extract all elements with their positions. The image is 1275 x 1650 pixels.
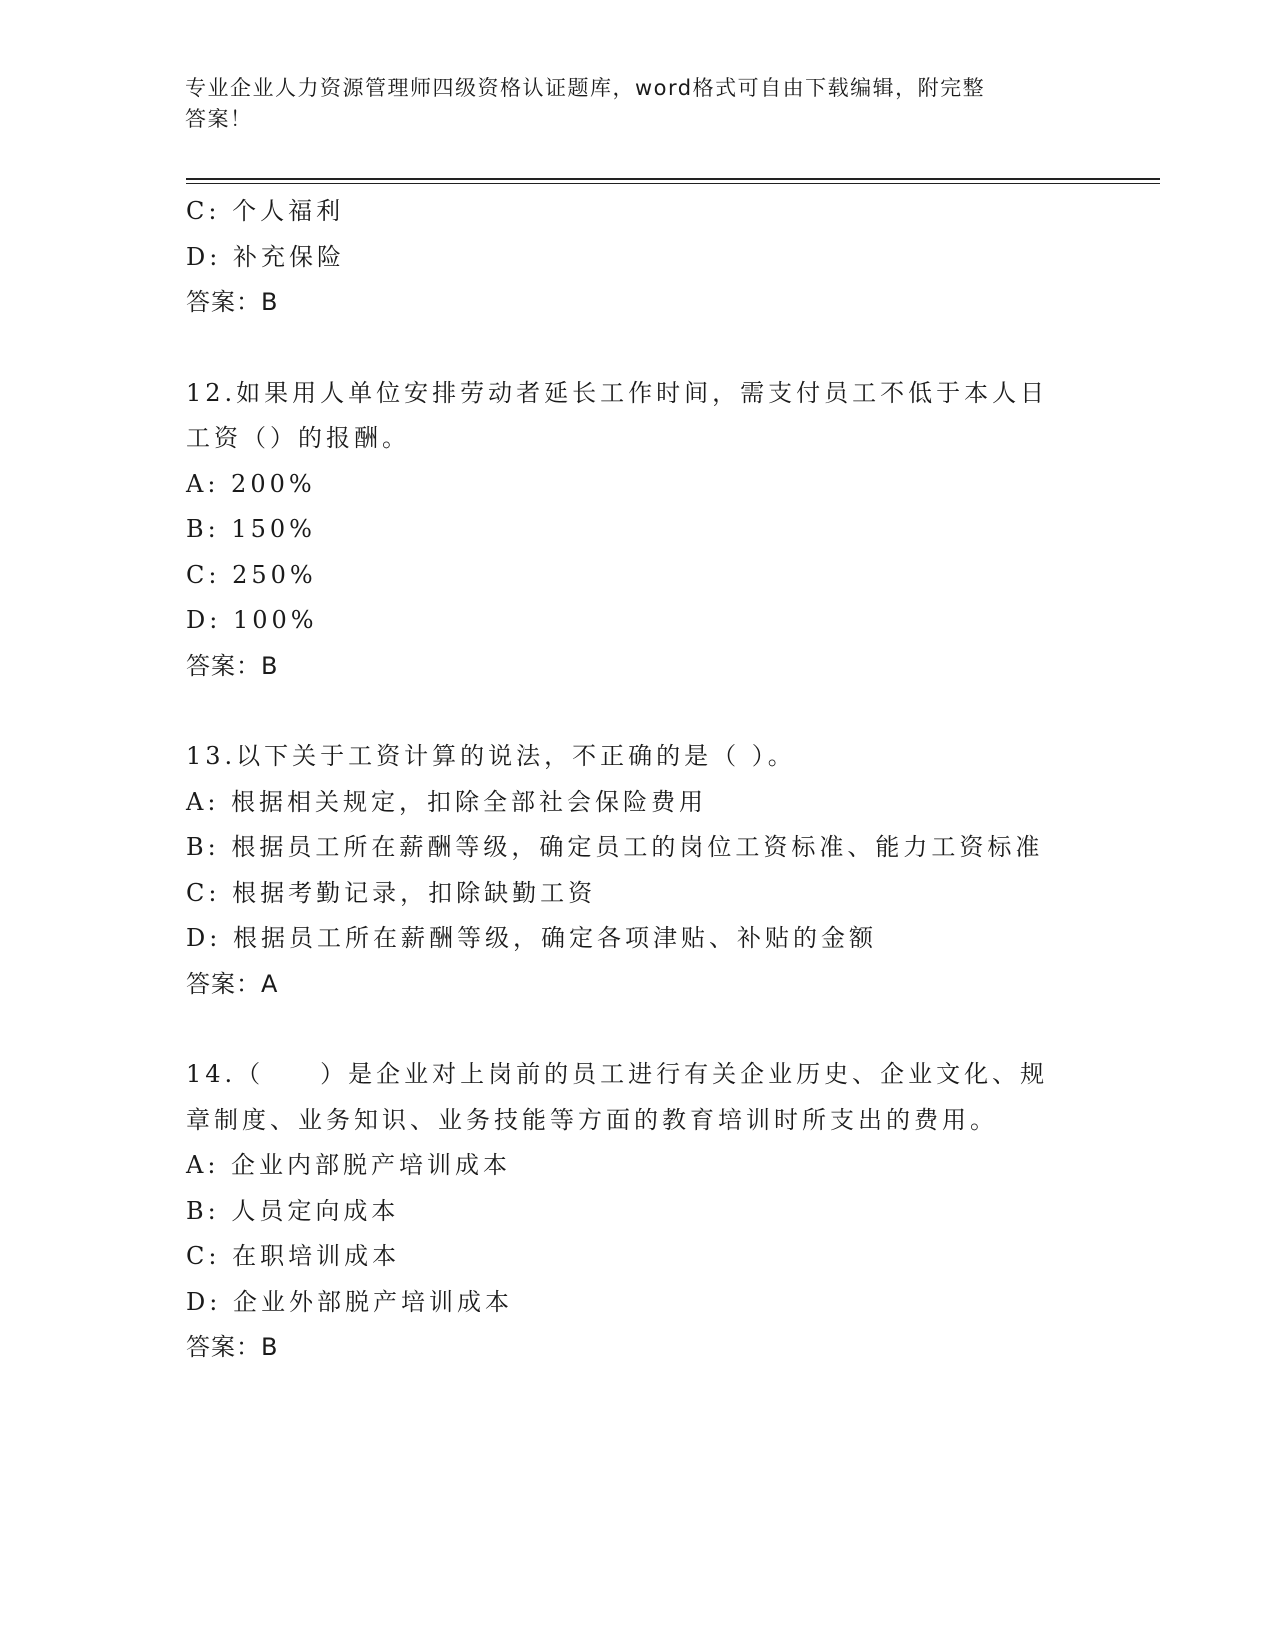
header-divider-thick	[186, 178, 1160, 180]
option-d: D: 企业外部脱产培训成本	[186, 1287, 513, 1316]
option-b: B: 根据员工所在薪酬等级，确定员工的岗位工资标准、能力工资标准	[186, 833, 1044, 861]
document-header	[185, 73, 1085, 135]
option-b: B: 人员定向成本	[186, 1196, 400, 1225]
option-a: A: 200%	[186, 469, 316, 498]
question-stem-line-1: 12.如果用人单位安排劳动者延长工作时间，需支付员工不低于本人日	[186, 378, 1049, 407]
option-b: B: 150%	[186, 515, 316, 543]
header-line-1: 专业企业人力资源管理师四级资格认证题库，word格式可自由下载编辑，附完整	[185, 76, 986, 100]
question-stem-line-1: 14.（ ）是企业对上岗前的员工进行有关企业历史、企业文化、规	[186, 1060, 1049, 1088]
question-stem-line-2: 工资（）的报酬。	[186, 424, 410, 452]
question-13	[186, 734, 1086, 1007]
header-line-2: 答案！	[185, 107, 253, 131]
question-list	[186, 189, 1086, 1371]
question-14	[186, 1052, 1086, 1371]
question-stem-line-2: 章制度、业务知识、业务技能等方面的教育培训时所支出的费用。	[186, 1105, 998, 1134]
option-d: D: 根据员工所在薪酬等级，确定各项津贴、补贴的金额	[186, 924, 877, 952]
option-a: A: 根据相关规定，扣除全部社会保险费用	[186, 787, 708, 816]
question-12	[186, 371, 1086, 690]
answer: 答案：B	[186, 288, 279, 316]
option-d: D: 100%	[186, 606, 318, 634]
header-divider-thin	[186, 183, 1160, 184]
option-c: C: 250%	[186, 560, 317, 589]
answer: 答案：B	[186, 1333, 279, 1361]
question-11	[186, 189, 1086, 326]
option-c: C: 个人福利	[186, 197, 345, 225]
option-c: C: 在职培训成本	[186, 1242, 401, 1270]
option-d: D: 补充保险	[186, 242, 345, 271]
option-a: A: 企业内部脱产培训成本	[186, 1151, 512, 1179]
answer: 答案：A	[186, 969, 279, 998]
answer: 答案：B	[186, 651, 279, 680]
option-c: C: 根据考勤记录，扣除缺勤工资	[186, 878, 597, 907]
question-stem: 13.以下关于工资计算的说法，不正确的是（ ）。	[186, 742, 796, 770]
